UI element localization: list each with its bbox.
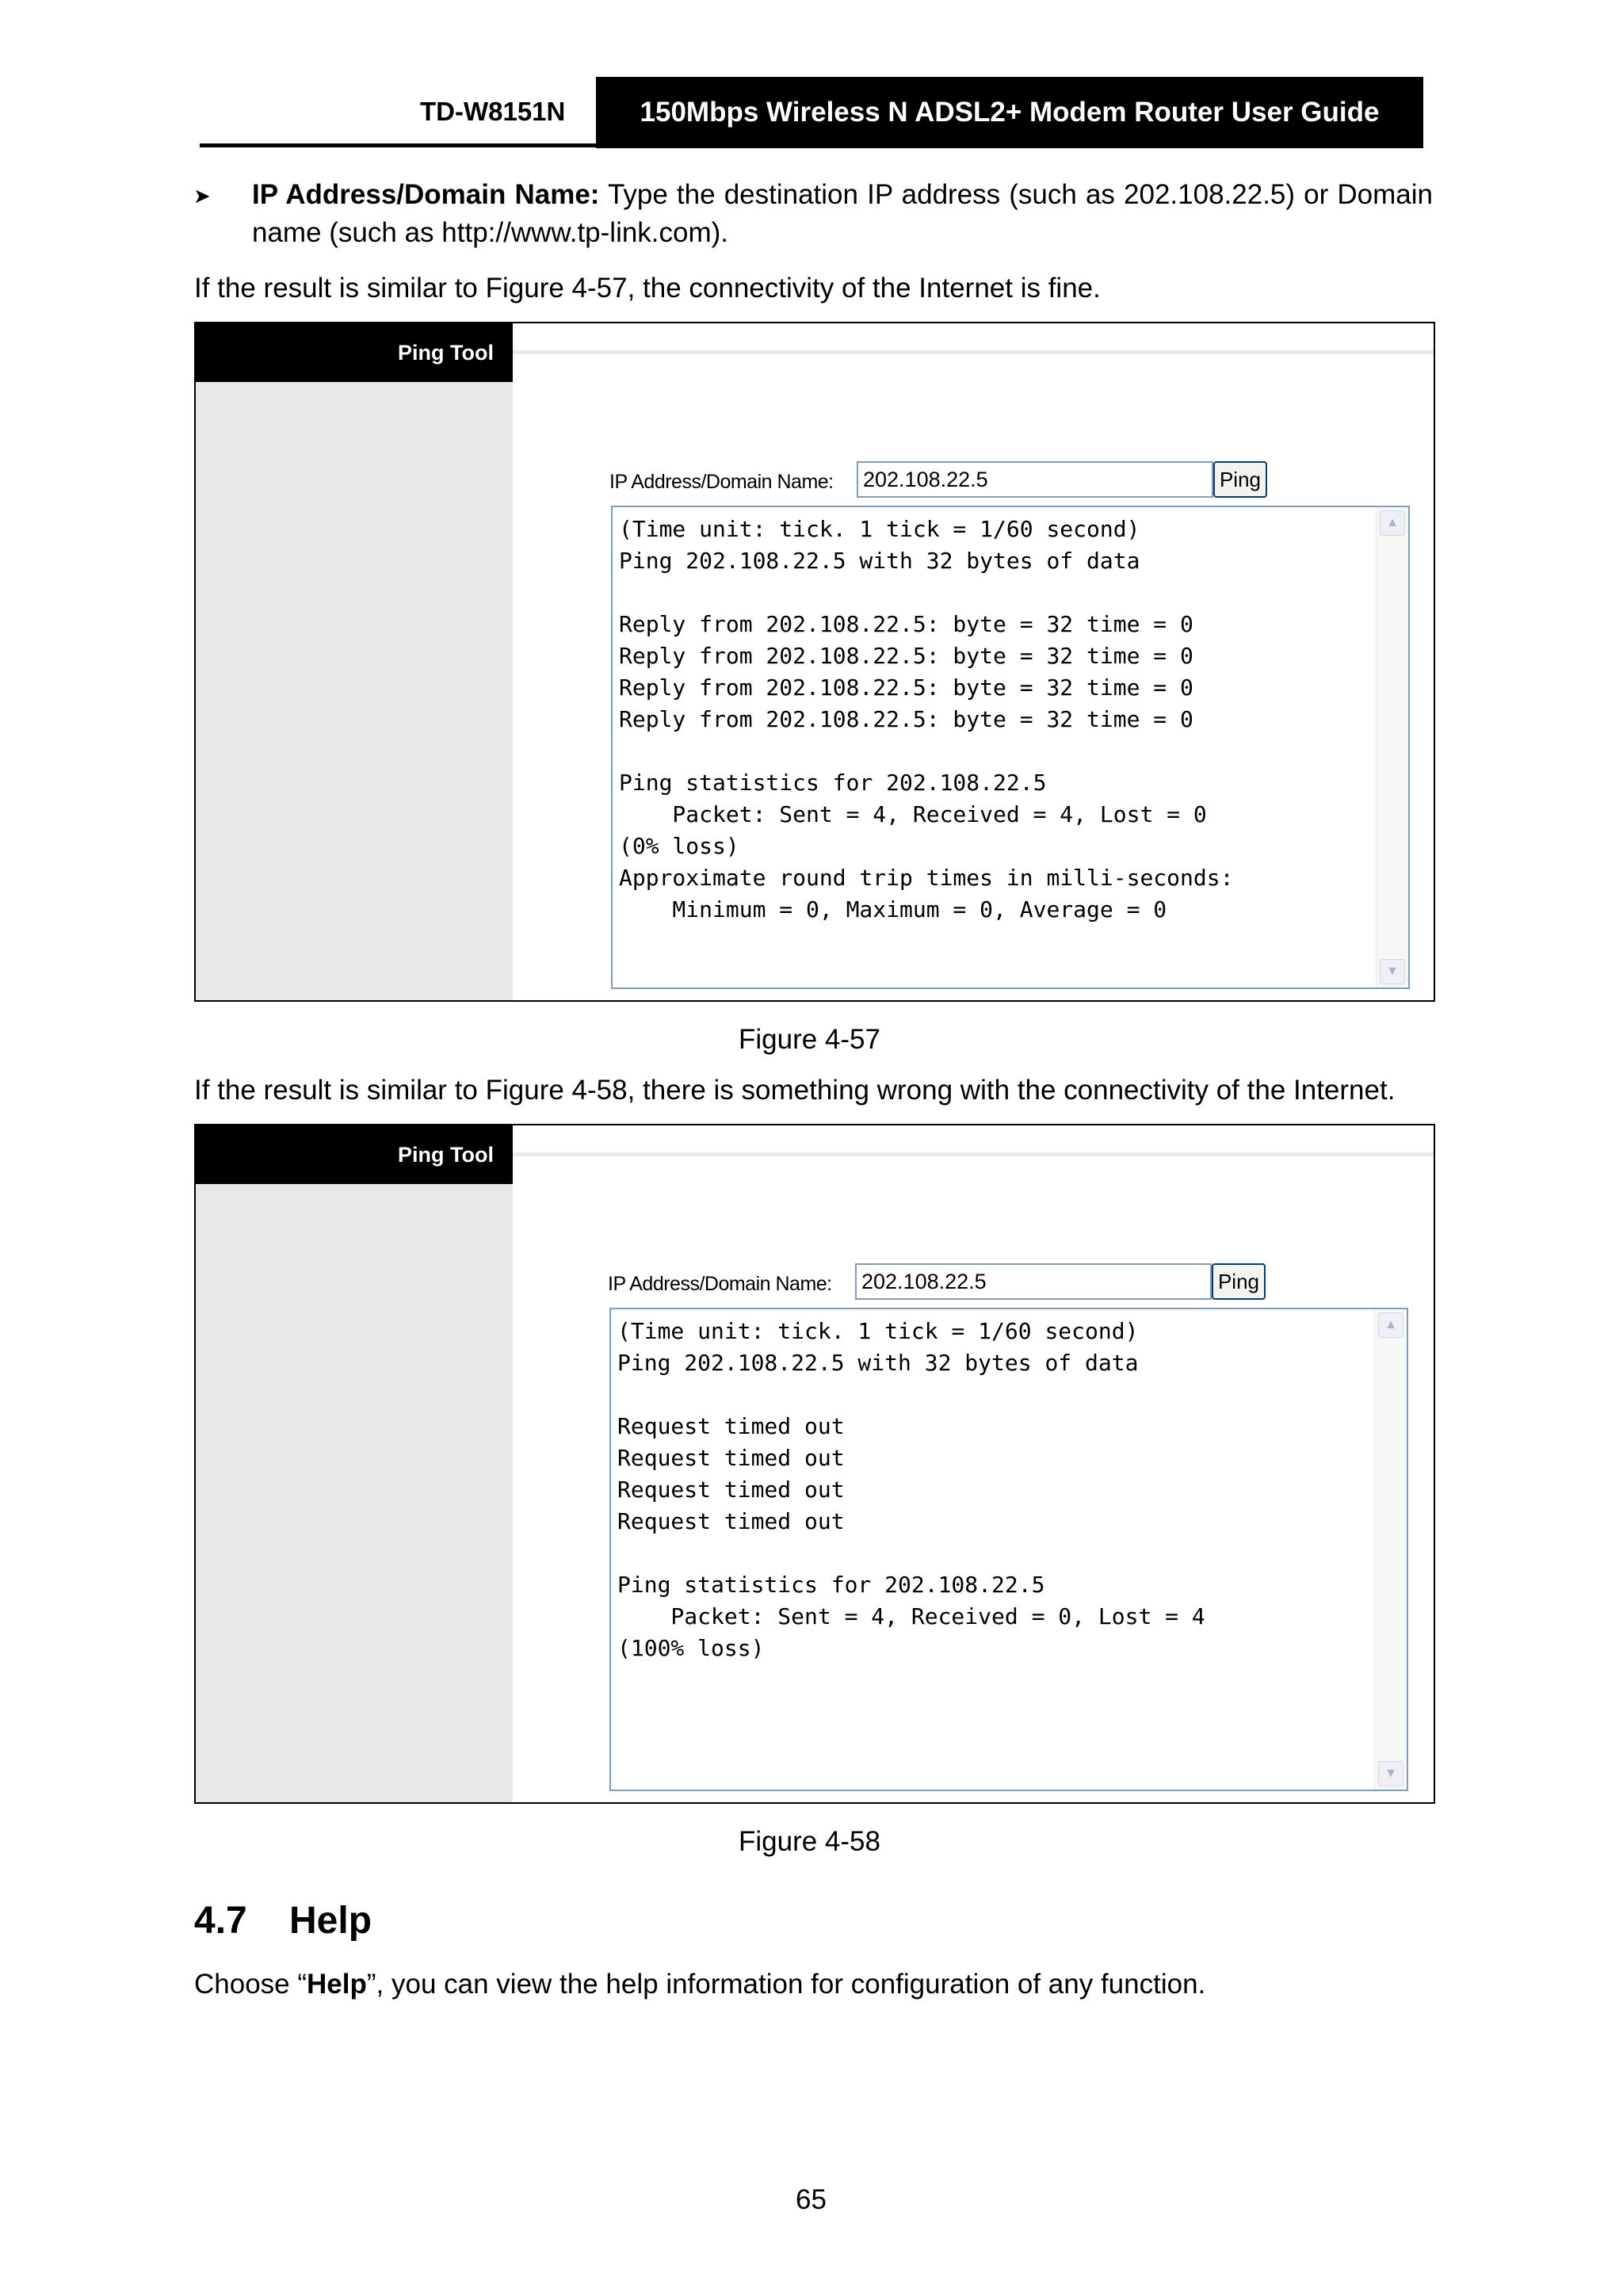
- ping-button[interactable]: Ping: [1212, 1263, 1266, 1300]
- ping-result-box[interactable]: [611, 506, 1410, 989]
- bullet-item: [252, 176, 1433, 252]
- ip-address-label: IP Address/Domain Name:: [608, 1273, 832, 1295]
- panel-sidebar: [196, 323, 513, 1000]
- scrollbar[interactable]: [1376, 507, 1408, 988]
- panel-sidebar: [196, 1125, 513, 1802]
- ping-result-text: (Time unit: tick. 1 tick = 1/60 second) Ping 202.108.22.5 with 32 bytes of data Request timed out Request timed out Request timed out Request timed out Ping statistics for 202.108.22.5 Packet: Sent = 4, Received = 0, Lost = 4 (100% loss): [617, 1318, 1205, 1661]
- section-text: [194, 1966, 1205, 2004]
- section-text-after: ”, you can view the help information for configuration of any function.: [366, 1969, 1206, 2000]
- bullet-arrow-icon: ➤: [193, 184, 211, 208]
- bullet-item-label: IP Address/Domain Name:: [252, 179, 600, 210]
- header-model: TD-W8151N: [420, 97, 566, 126]
- panel-divider: [513, 350, 1434, 354]
- ping-tool-panel-57: [194, 322, 1435, 1002]
- section-title: Help: [289, 1900, 372, 1942]
- ping-result-text: (Time unit: tick. 1 tick = 1/60 second) Ping 202.108.22.5 with 32 bytes of data Reply from 202.108.22.5: byte = 32 time = 0 Reply from 202.108.22.5: byte = 32 time = 0 Reply from 202.108.22.5: byte = 32 time = 0 Reply from 202.108.22.5: byte = 32 time = 0 Ping statistics for 202.108.22.5 Packet: Sent = 4, Received = 4, Lost = 0 (0% loss) Approximate round trip times in milli-seconds: Minimum = 0, Maximum = 0, Average = 0: [619, 516, 1234, 923]
- ping-result-box[interactable]: [609, 1308, 1408, 1791]
- para-failure: If the result is similar to Figure 4-58, there is something wrong with the connectivity of the Internet.: [194, 1075, 1396, 1106]
- para-success: If the result is similar to Figure 4-57, the connectivity of the Internet is fine.: [194, 273, 1101, 304]
- scrollbar[interactable]: [1374, 1309, 1407, 1790]
- ping-button[interactable]: Ping: [1213, 461, 1267, 498]
- section-number: 4.7: [194, 1900, 247, 1942]
- section-text-before: Choose “: [194, 1969, 307, 2000]
- panel-title: Ping Tool: [196, 1125, 513, 1184]
- bullet-item-text: Type the destination IP address (such as 202.108.22.5) or Domain name (such as http://www.tp-link.com).: [252, 179, 1433, 248]
- figure-caption-57: Figure 4-57: [739, 1024, 880, 1055]
- scroll-down-icon[interactable]: ▼: [1378, 1761, 1403, 1786]
- ping-tool-panel-58: [194, 1124, 1435, 1804]
- scroll-up-icon[interactable]: ▲: [1380, 510, 1405, 536]
- ip-address-label: IP Address/Domain Name:: [609, 471, 834, 493]
- section-text-bold: Help: [307, 1969, 367, 2000]
- panel-title: Ping Tool: [196, 323, 513, 382]
- section-heading: [194, 1899, 372, 1943]
- panel-divider: [513, 1152, 1434, 1156]
- scroll-up-icon[interactable]: ▲: [1378, 1312, 1403, 1338]
- scroll-down-icon[interactable]: ▼: [1380, 959, 1405, 984]
- header-rule: [200, 143, 1423, 147]
- header-guide-title: 150Mbps Wireless N ADSL2+ Modem Router User Guide: [596, 77, 1423, 148]
- ip-address-input[interactable]: 202.108.22.5: [857, 461, 1213, 498]
- figure-caption-58: Figure 4-58: [739, 1826, 880, 1857]
- ip-address-input[interactable]: 202.108.22.5: [855, 1263, 1212, 1300]
- page-number: 65: [796, 2184, 827, 2215]
